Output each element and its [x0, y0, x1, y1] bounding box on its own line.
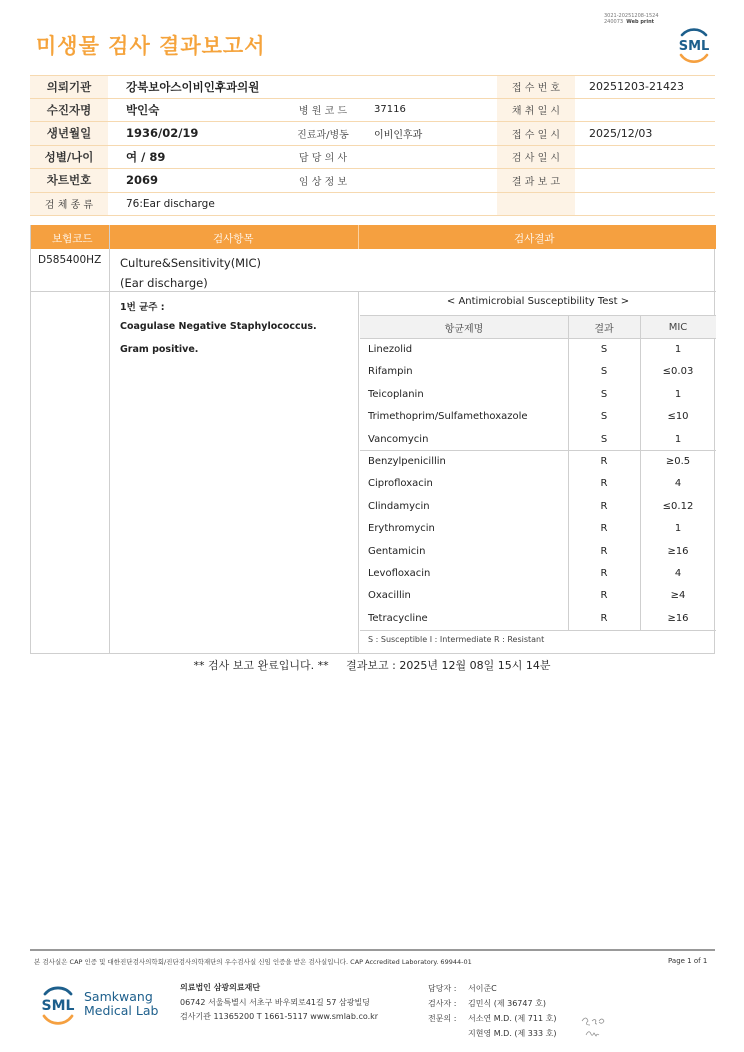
drug-row — [360, 361, 716, 383]
info-label: 병 원 코 드 — [298, 106, 348, 118]
info-label — [284, 193, 362, 216]
staff-value: 지현영 M.D. (제 333 호) — [468, 1029, 557, 1038]
info-value — [362, 193, 497, 216]
drug-row — [360, 563, 716, 585]
organization-contact: 검사기관 11365200 T 1661-5117 www.smlab.co.kr — [180, 1012, 379, 1021]
insurance-code-header: 보험코드 — [52, 233, 93, 245]
drug-name: Erythromycin — [368, 523, 435, 535]
info-value: 1936/02/19 — [126, 126, 199, 141]
info-value: 2069 — [126, 173, 159, 188]
info-value: 76:Ear discharge — [126, 197, 215, 210]
drug-result: S — [600, 344, 608, 355]
drug-name: Vancomycin — [368, 433, 429, 445]
drug-name: Levofloxacin — [368, 568, 431, 579]
drug-row — [360, 406, 716, 428]
drug-name: Gentamicin — [368, 545, 426, 557]
test-name — [120, 253, 261, 293]
info-value — [575, 193, 715, 216]
drug-name: Linezolid — [368, 344, 413, 355]
info-label — [497, 193, 575, 216]
staff-label — [428, 1026, 468, 1041]
organization-address: 06742 서울특별시 서초구 바우뫼로41길 57 삼광빌딩 — [180, 997, 370, 1007]
organism-name: Coagulase Negative Staphylococcus. — [120, 321, 317, 332]
sml-footer-logo-icon — [37, 982, 79, 1026]
info-label: 결 과 보 고 — [497, 169, 575, 192]
drug-name: Ciprofloxacin — [368, 478, 433, 490]
info-row — [30, 122, 715, 146]
drug-result: S — [600, 388, 608, 400]
drug-mic: 1 — [674, 388, 682, 400]
drug-result: R — [600, 523, 608, 535]
staff-label: 담당자 : — [428, 984, 457, 993]
completion-message: ** 검사 보고 완료입니다. ** — [193, 659, 329, 672]
info-value — [362, 169, 497, 192]
test-item-header: 검사항목 — [213, 233, 254, 245]
test-name-line: Culture&Sensitivity(MIC) — [120, 256, 262, 270]
organism-label: 1번 균주 : — [120, 302, 165, 313]
drug-name: Oxacillin — [368, 590, 411, 602]
test-name-line: (Ear discharge) — [120, 276, 208, 290]
info-label: 임 상 정 보 — [298, 176, 348, 188]
info-value: 여 / 89 — [126, 149, 166, 164]
web-print-tag: Web print — [626, 19, 655, 25]
info-label: 담 당 의 사 — [298, 153, 348, 165]
patient-info-table — [30, 75, 715, 216]
drug-mic: ≤0.12 — [662, 500, 694, 512]
drug-row — [360, 384, 716, 406]
drug-result: R — [600, 568, 608, 579]
brand-name-line: Medical Lab — [84, 1003, 159, 1018]
brand-name-line: Samkwang — [84, 989, 153, 1004]
staff-row — [428, 1011, 556, 1026]
info-label: 진료과/병동 — [297, 129, 349, 141]
info-label: 생년월일 — [30, 122, 108, 145]
staff-value: 서소연 M.D. (제 711 호) — [468, 1014, 557, 1023]
results-header — [31, 225, 716, 249]
drug-mic: ≥16 — [667, 612, 689, 624]
document-code-line: 3021-20251208-1524 — [604, 13, 659, 19]
footer-divider — [30, 949, 715, 951]
drug-row — [360, 496, 716, 518]
info-value: 강북보아스이비인후과의원 — [126, 79, 260, 94]
info-value — [362, 76, 497, 98]
drug-name: Benzylpenicillin — [368, 456, 446, 467]
drug-mic: ≤0.03 — [662, 366, 694, 378]
organism-gram: Gram positive. — [120, 344, 199, 355]
drug-mic: 1 — [674, 344, 682, 355]
mic-header: MIC — [640, 316, 716, 338]
drug-row — [360, 451, 716, 473]
info-row — [30, 146, 715, 170]
info-row — [30, 75, 715, 99]
drug-name: Tetracycline — [368, 612, 428, 624]
info-value — [575, 99, 715, 122]
drug-result: S — [600, 411, 608, 423]
drug-mic: ≤10 — [667, 411, 689, 423]
info-value: 37116 — [374, 104, 406, 116]
drug-result: R — [600, 500, 608, 512]
report-time: 결과보고 : 2025년 12월 08일 15시 14분 — [346, 659, 551, 672]
susceptibility-legend: S : Susceptible I : Intermediate R : Resistant — [368, 635, 545, 644]
info-label: 수진자명 — [30, 99, 108, 122]
info-label: 검 체 종 류 — [30, 193, 108, 216]
staff-value: 김민식 (제 36747 호) — [468, 999, 546, 1008]
results-table — [30, 225, 715, 654]
test-result-header: 검사결과 — [514, 233, 555, 245]
ast-title: < Antimicrobial Susceptibility Test > — [446, 296, 630, 307]
drug-result: R — [600, 478, 608, 490]
info-value — [362, 146, 497, 169]
sml-logo-text: SML — [678, 39, 710, 54]
completion-line — [0, 657, 744, 673]
drug-result: S — [600, 366, 608, 378]
drug-mic: 4 — [674, 568, 682, 579]
document-code-line: 240073 — [604, 19, 624, 25]
organization-info — [180, 981, 378, 1025]
drug-mic: 1 — [674, 433, 682, 445]
staff-list — [428, 981, 556, 1041]
info-label: 검 사 일 시 — [497, 146, 575, 169]
drug-name: Clindamycin — [368, 500, 430, 512]
drug-row — [360, 585, 716, 607]
info-label: 접 수 일 시 — [497, 122, 575, 145]
drug-row — [360, 339, 716, 361]
document-code — [604, 13, 659, 25]
drug-name: Rifampin — [368, 366, 413, 378]
drug-result: R — [600, 612, 608, 624]
staff-label: 전문의 : — [428, 1014, 457, 1023]
drug-mic: ≥4 — [670, 590, 686, 602]
info-value: 박인숙 — [126, 102, 160, 117]
info-value — [575, 146, 715, 169]
drug-name-header: 항균제명 — [360, 316, 568, 338]
sml-footer-logo-text: SML — [41, 998, 75, 1014]
info-label: 접 수 번 호 — [497, 76, 575, 98]
accreditation-note: 본 검사실은 CAP 인증 및 대한진단검사의학회/진단검사의학재단의 우수검사실 신임 인증을 받은 검사실입니다. CAP Accredited Laboratory. 69944-01 — [34, 958, 472, 966]
divider — [358, 225, 359, 249]
staff-row — [428, 1026, 556, 1041]
organization-name: 의료법인 삼광의료재단 — [180, 983, 261, 992]
drug-name: Trimethoprim/Sulfamethoxazole — [368, 411, 528, 423]
drug-row — [360, 518, 716, 540]
report-title: 미생물 검사 결과보고서 — [36, 34, 266, 58]
sml-logo-icon — [674, 25, 714, 65]
drug-result: R — [600, 456, 608, 467]
drug-result: R — [600, 590, 608, 602]
drug-result-header: 결과 — [568, 316, 640, 338]
drug-mic: ≥16 — [667, 545, 689, 557]
info-label: 채 취 일 시 — [497, 99, 575, 122]
info-label: 의뢰기관 — [30, 76, 108, 98]
drug-name: Teicoplanin — [368, 388, 424, 400]
drug-row — [360, 429, 716, 451]
drug-mic: ≥0.5 — [665, 456, 691, 467]
drug-result: R — [600, 545, 608, 557]
drug-row — [360, 541, 716, 563]
insurance-code: D585400HZ — [38, 254, 102, 266]
brand-name — [84, 990, 158, 1018]
info-value: 이비인후과 — [374, 129, 423, 141]
signature-mark — [580, 1011, 610, 1041]
drug-row — [360, 608, 716, 630]
info-value — [575, 169, 715, 192]
info-value: 20251203-21423 — [589, 80, 684, 94]
info-label: 성별/나이 — [30, 146, 108, 169]
info-row — [30, 169, 715, 193]
divider — [109, 225, 110, 654]
info-row — [30, 99, 715, 123]
staff-row — [428, 981, 556, 996]
info-value: 2025/12/03 — [589, 126, 653, 140]
drug-mic: 1 — [674, 523, 682, 535]
drug-row — [360, 473, 716, 495]
staff-row — [428, 996, 556, 1011]
info-label: 차트번호 — [30, 169, 108, 192]
page-number: Page 1 of 1 — [668, 957, 708, 965]
info-row — [30, 193, 715, 217]
drug-mic: 4 — [674, 478, 682, 490]
info-label — [284, 76, 362, 98]
staff-value: 서이준C — [468, 984, 497, 993]
divider — [358, 291, 359, 654]
drug-result: S — [600, 433, 608, 445]
staff-label: 검사자 : — [428, 999, 457, 1008]
